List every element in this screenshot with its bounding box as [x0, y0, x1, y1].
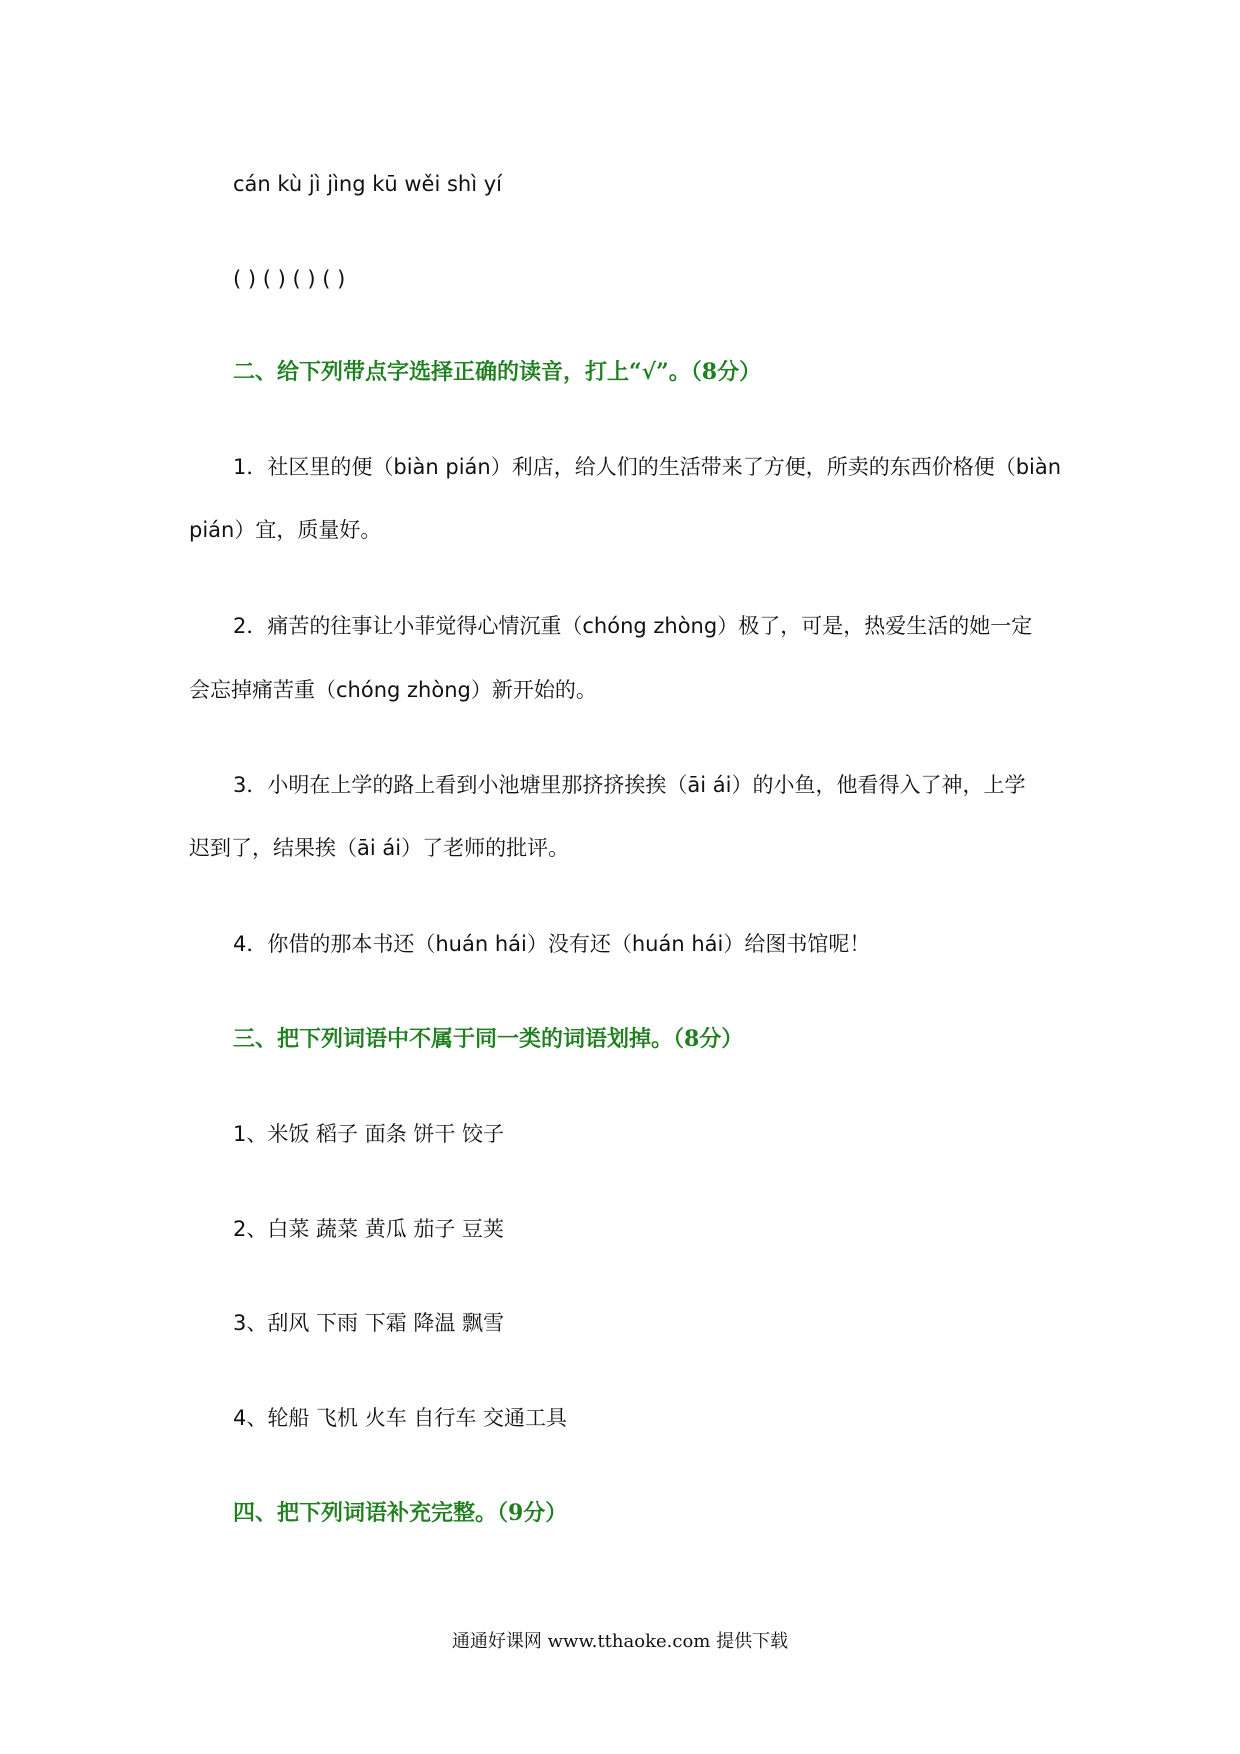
section2-q1-line1: 1．社区里的便（biàn pián）利店，给人们的生活带来了方便，所卖的东西价格便（biàn — [233, 455, 1062, 479]
section3-item: 4、轮船 飞机 火车 自行车 交通工具 — [233, 1406, 568, 1430]
pinyin-line: cán kù jì jìng kū wěi shì yí — [233, 172, 503, 196]
section2-q3-line1: 3．小明在上学的路上看到小池塘里那挤挤挨挨（āi ái）的小鱼，他看得入了神，上学 — [233, 773, 1026, 797]
section2-q2-line2: 会忘掉痛苦重（chóng zhòng）新开始的。 — [189, 678, 597, 702]
answer-blanks: ( ) ( ) ( ) ( ) — [233, 267, 346, 291]
section3-item: 2、白菜 蔬菜 黄瓜 茄子 豆荚 — [233, 1217, 505, 1241]
section2-q3-line2: 迟到了，结果挨（āi ái）了老师的批评。 — [189, 836, 570, 860]
section2-q4-line1: 4．你借的那本书还（huán hái）没有还（huán hái）给图书馆呢！ — [233, 932, 871, 956]
section3-heading: 三、把下列词语中不属于同一类的词语划掉。（8分） — [233, 1026, 744, 1052]
section4-heading: 四、把下列词语补充完整。（9分） — [233, 1500, 568, 1526]
section2-heading: 二、给下列带点字选择正确的读音，打上“√”。（8分） — [233, 359, 762, 385]
section3-item: 3、刮风 下雨 下霜 降温 飘雪 — [233, 1311, 505, 1335]
section2-q2-line1: 2．痛苦的往事让小菲觉得心情沉重（chóng zhòng）极了，可是，热爱生活的她一定 — [233, 614, 1033, 638]
section2-q1-line2: pián）宜，质量好。 — [189, 518, 382, 542]
page-footer: 通通好课网 www.tthaoke.com 提供下载 — [451, 1631, 789, 1652]
section3-item: 1、米饭 稻子 面条 饼干 饺子 — [233, 1122, 505, 1146]
